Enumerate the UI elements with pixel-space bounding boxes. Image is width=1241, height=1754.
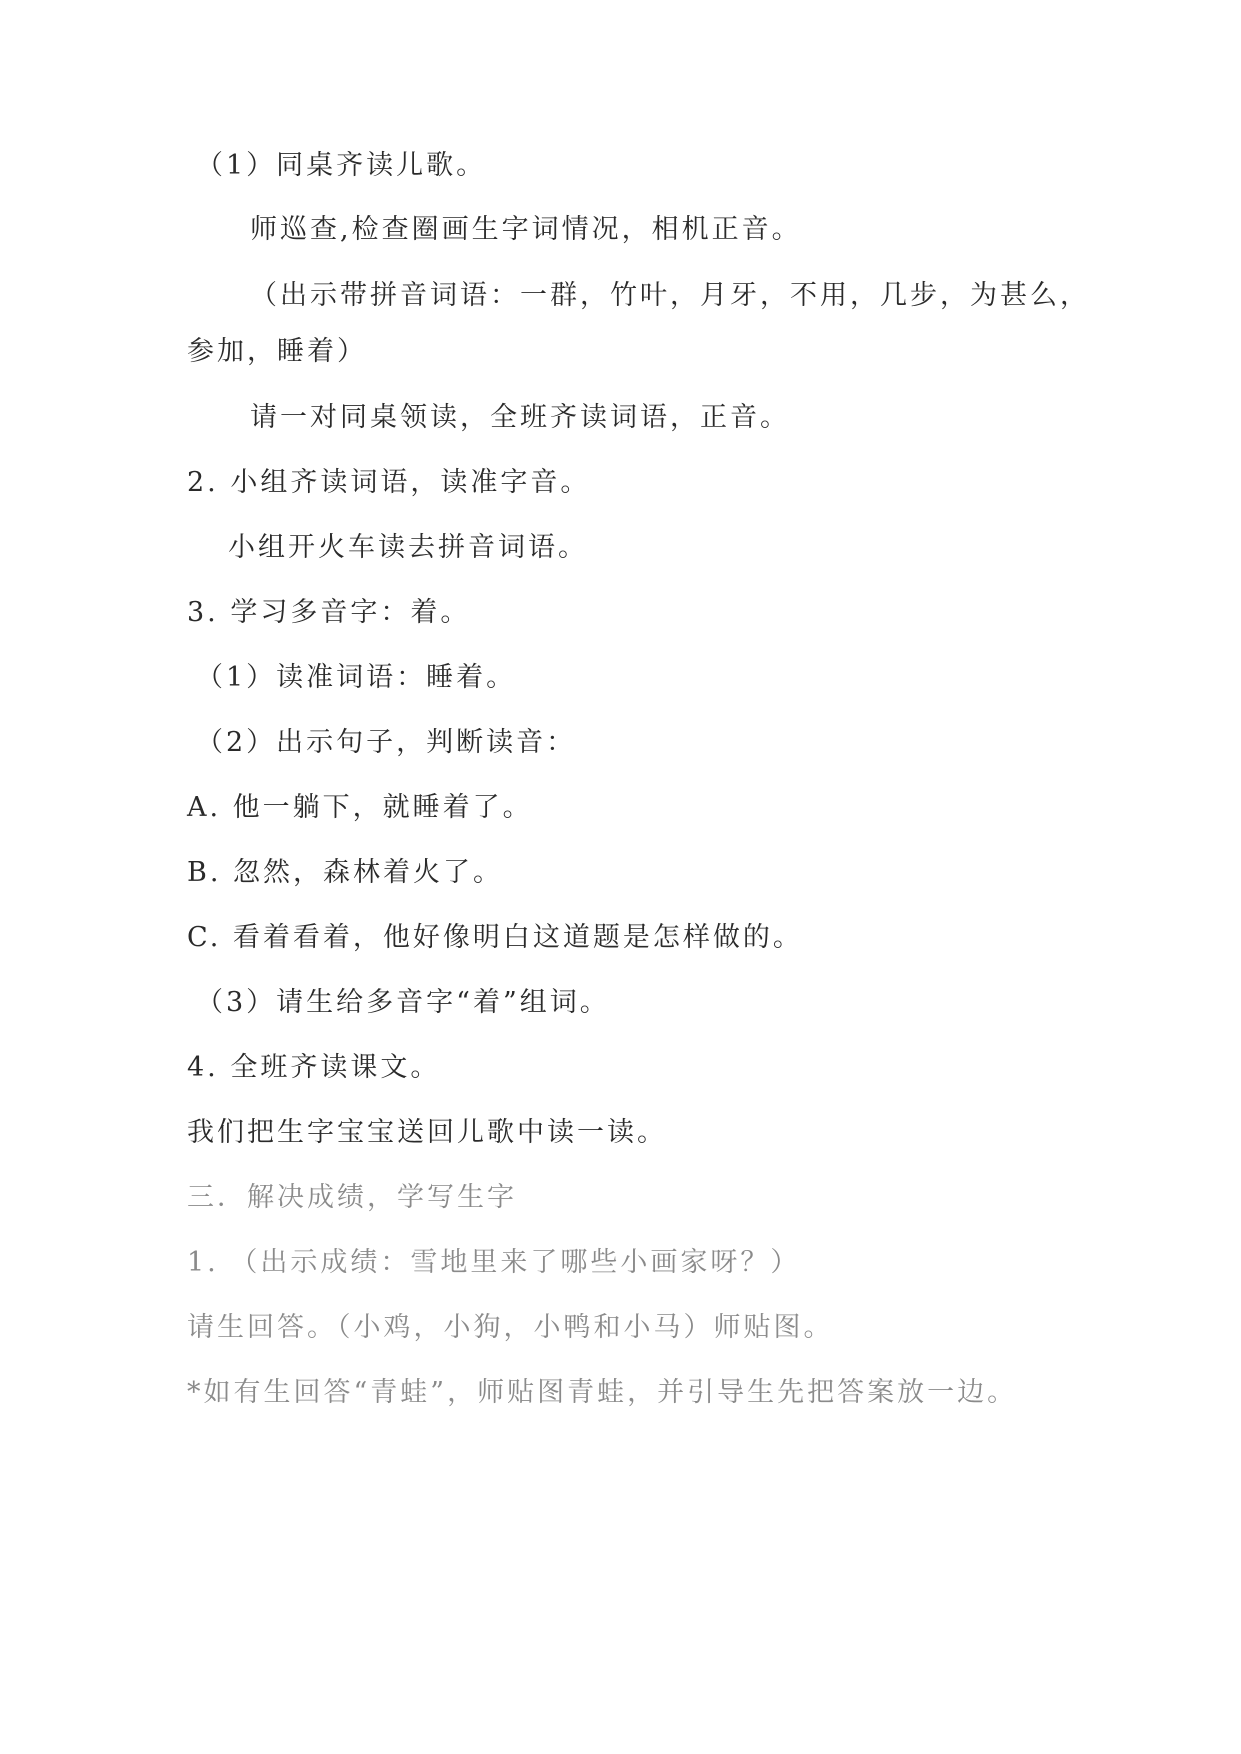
- text-line: A. 他一躺下，就睡着了。: [187, 792, 533, 823]
- text-line: 3. 学习多音字：着。: [187, 597, 471, 628]
- text-line: 小组开火车读去拼音词语。: [228, 532, 588, 563]
- text-line: 请一对同桌领读，全班齐读词语，正音。: [250, 402, 790, 433]
- text-line: C. 看着看着，他好像明白这道题是怎样做的。: [187, 922, 803, 953]
- text-line: （1）同桌齐读儿歌。: [196, 150, 487, 181]
- text-line: 4. 全班齐读课文。: [187, 1052, 441, 1083]
- text-line: （2）出示句子，判断读音：: [196, 727, 577, 758]
- text-line: *如有生回答“青蛙”，师贴图青蛙，并引导生先把答案放一边。: [187, 1377, 1018, 1408]
- text-line: 1. （出示成绩：雪地里来了哪些小画家呀？）: [187, 1247, 801, 1278]
- text-line: B. 忽然，森林着火了。: [187, 857, 504, 888]
- text-line: 请生回答。（小鸡，小狗，小鸭和小马）师贴图。: [187, 1312, 834, 1343]
- text-line: （出示带拼音词语：一群，竹叶，月牙，不用，几步，为甚么，: [250, 280, 1090, 311]
- text-line: （3）请生给多音字“着”组词。: [196, 987, 610, 1018]
- text-line: 2. 小组齐读词语，读准字音。: [187, 467, 591, 498]
- section-heading: 三．解决成绩，学写生字: [187, 1182, 517, 1213]
- text-line: （1）读准词语：睡着。: [196, 662, 517, 693]
- text-line: 师巡查,检查圈画生字词情况，相机正音。: [250, 214, 802, 245]
- text-line: 参加，睡着）: [187, 336, 367, 367]
- text-line: 我们把生字宝宝送回儿歌中读一读。: [187, 1117, 667, 1148]
